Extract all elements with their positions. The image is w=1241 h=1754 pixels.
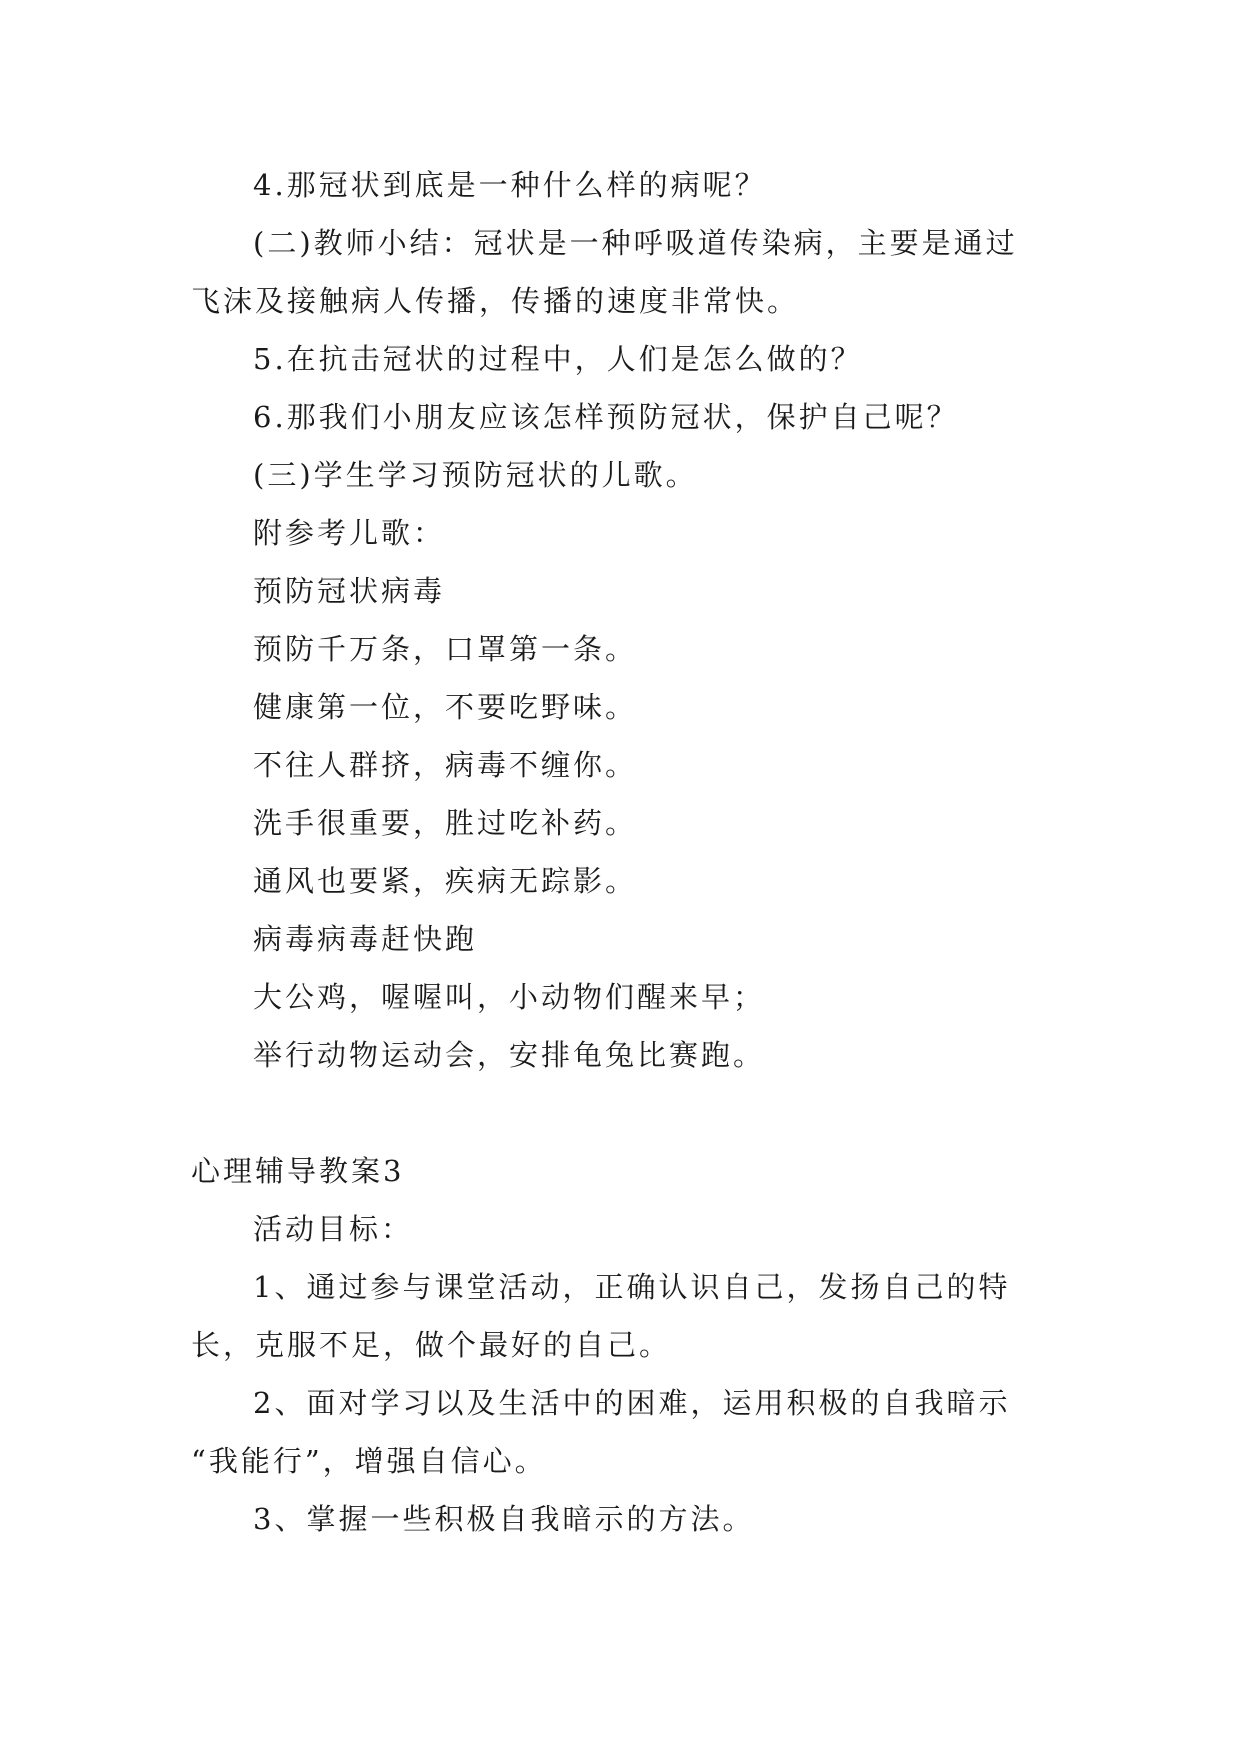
- poem-line: 举行动物运动会，安排龟兔比赛跑。: [253, 1038, 766, 1072]
- poem-line: 通风也要紧，疾病无踪影。: [253, 864, 638, 898]
- paragraph-line: 飞沫及接触病人传播，传播的速度非常快。: [191, 284, 800, 318]
- paragraph-line: 6.那我们小朋友应该怎样预防冠状，保护自己呢？: [253, 400, 959, 434]
- poem-line: 健康第一位，不要吃野味。: [253, 690, 638, 724]
- paragraph-line: (二)教师小结：冠状是一种呼吸道传染病，主要是通过: [253, 226, 1018, 260]
- poem-line: 不往人群挤，病毒不缠你。: [253, 748, 638, 782]
- paragraph-line: 2、面对学习以及生活中的困难，运用积极的自我暗示: [253, 1386, 1011, 1420]
- poem-line: 洗手很重要，胜过吃补药。: [253, 806, 638, 840]
- poem-title: 病毒病毒赶快跑: [253, 922, 478, 956]
- poem-title: 预防冠状病毒: [253, 574, 446, 608]
- paragraph-line: 长，克服不足，做个最好的自己。: [191, 1328, 672, 1362]
- paragraph-line: 3、掌握一些积极自我暗示的方法。: [253, 1502, 755, 1536]
- paragraph-line: 活动目标：: [253, 1212, 414, 1246]
- paragraph-line: 附参考儿歌：: [253, 516, 446, 550]
- poem-line: 大公鸡，喔喔叫，小动物们醒来早；: [253, 980, 766, 1014]
- paragraph-line: 1、通过参与课堂活动，正确认识自己，发扬自己的特: [253, 1270, 1011, 1304]
- paragraph-line: “我能行”，增强自信心。: [191, 1444, 547, 1478]
- paragraph-line: (三)学生学习预防冠状的儿歌。: [253, 458, 698, 492]
- section-heading: 心理辅导教案3: [191, 1154, 405, 1188]
- poem-line: 预防千万条，口罩第一条。: [253, 632, 638, 666]
- paragraph-line: 5.在抗击冠状的过程中，人们是怎么做的？: [253, 342, 863, 376]
- paragraph-line: 4.那冠状到底是一种什么样的病呢？: [253, 168, 767, 202]
